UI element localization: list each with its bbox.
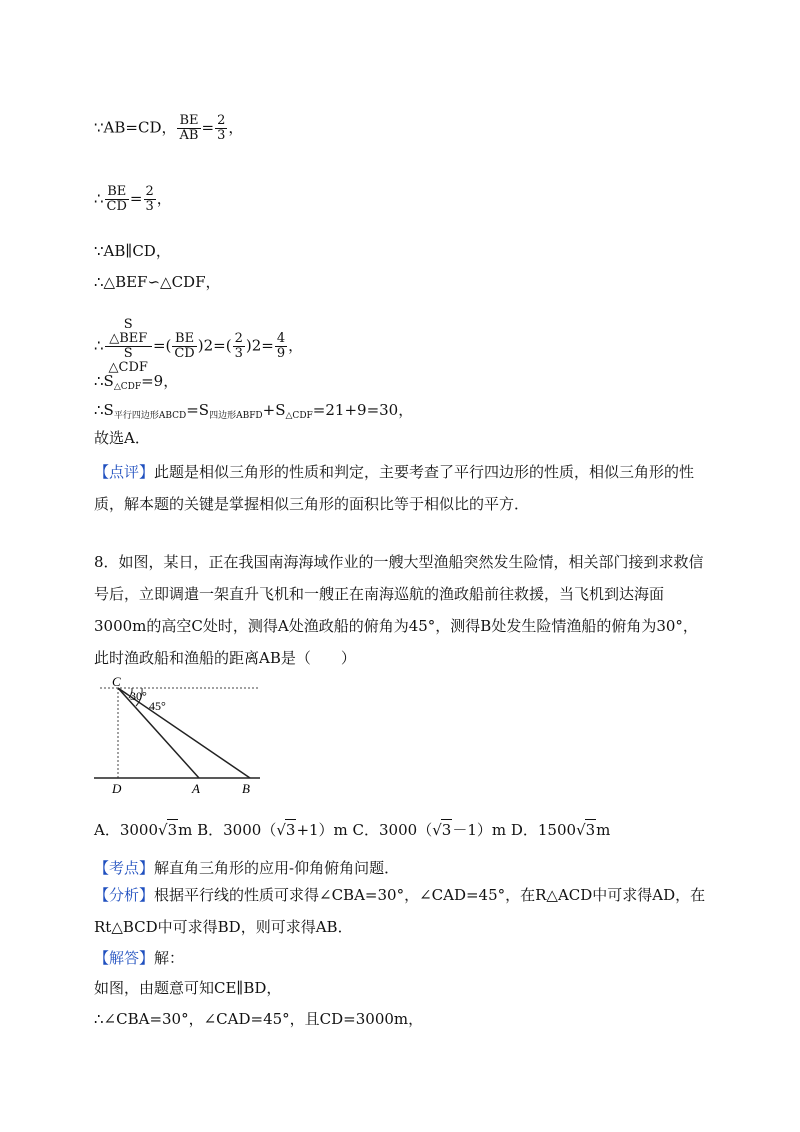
text: －1）m D．1500 [452, 821, 577, 839]
text: +1）m C．3000（ [296, 821, 433, 839]
denominator: CD [174, 346, 195, 361]
denominator: 3 [234, 346, 243, 361]
fenxi-paragraph [94, 879, 706, 943]
text: +S [262, 401, 286, 419]
denominator: CD [106, 199, 127, 214]
step-line-3: ∵AB∥CD， [94, 242, 171, 260]
jieda-line [94, 948, 184, 968]
review-tag: 【点评】 [94, 463, 155, 481]
text: ， [156, 189, 172, 208]
subscript: 平行四边形ABCD [113, 411, 187, 421]
denominator: 3 [145, 199, 154, 214]
review-paragraph [94, 456, 706, 520]
text: )2=( [197, 336, 232, 355]
solution-line-2: ∴∠CBA=30°，∠CAD=45°，且CD=3000m， [94, 1010, 424, 1028]
text: ∴ [94, 336, 104, 355]
text: S [123, 317, 133, 332]
subscript: △BEF [109, 331, 148, 346]
kaodian-tag: 【考点】 [94, 859, 155, 877]
denominator: AB [179, 128, 199, 143]
fraction [215, 114, 227, 143]
numerator: 2 [217, 113, 226, 128]
geometry-diagram [92, 672, 272, 798]
text: ， [228, 118, 244, 137]
subscript: 四边形ABFD [209, 411, 263, 421]
label-45: 45° [149, 699, 166, 713]
solution-line-1: 如图，由题意可知CE∥BD， [94, 979, 282, 997]
numerator: BE [172, 332, 196, 347]
label-B: B [242, 781, 250, 796]
text: ∴S [94, 401, 114, 419]
sqrt-radicand: 3 [285, 821, 296, 839]
sqrt-radicand: 3 [167, 821, 178, 839]
text: = [129, 189, 143, 208]
question-8: 8．如图，某日，正在我国南海海域作业的一艘大型渔船突然发生险情，相关部门接到求救信号后，立即调遣一架直升飞机和一艘正在南海巡航的渔政船前往救援，当飞机到达海面3000m的高空C处时，测得A处渔政船的俯角为45°，测得B处发生险情渔船的俯角为30°，此时渔政船和渔船的距离AB是（ ） [94, 553, 704, 667]
sqrt-radicand: 3 [441, 821, 452, 839]
sqrt-radicand: 3 [585, 821, 596, 839]
step-line-2 [94, 185, 172, 214]
fraction [233, 332, 245, 361]
step-line-4: ∴△BEF∽△CDF， [94, 273, 221, 291]
text: )2= [245, 336, 274, 355]
answer-line: 故选A． [94, 429, 150, 447]
text: =9， [141, 372, 179, 390]
subscript: △CDF [113, 382, 142, 392]
label-30: 30° [130, 689, 147, 703]
fraction [105, 185, 129, 214]
text: m [596, 821, 611, 839]
kaodian-text: 解直角三角形的应用-仰角俯角问题． [154, 859, 400, 877]
subscript: △CDF [285, 411, 313, 421]
text: ， [288, 336, 304, 355]
fraction [177, 114, 200, 143]
fraction [105, 318, 152, 375]
fenxi-tag: 【分析】 [94, 886, 155, 904]
kaodian-line [94, 858, 399, 878]
text: A．3000 [94, 821, 159, 839]
text: ∴ [94, 189, 104, 208]
step-line-6 [94, 371, 178, 397]
numerator: 2 [145, 184, 154, 199]
fenxi-text: 根据平行线的性质可求得∠CBA=30°，∠CAD=45°，在R△ACD中可求得AD，在Rt△BCD中可求得BD，则可求得AB． [94, 886, 706, 936]
fraction [172, 332, 196, 361]
jieda-text: 解： [154, 949, 185, 967]
numerator: BE [105, 185, 129, 200]
numerator [105, 318, 152, 347]
numerator: BE [179, 113, 199, 128]
text: S [123, 346, 133, 361]
text: ∵AB=CD， [94, 118, 177, 137]
jieda-tag: 【解答】 [94, 949, 155, 967]
label-A: A [192, 781, 200, 796]
text: ∴S [94, 372, 114, 390]
fraction [275, 332, 287, 361]
text: m B．3000（ [178, 821, 277, 839]
subscript: △CDF [108, 360, 148, 375]
label-C: C [112, 674, 121, 689]
denominator: 9 [276, 346, 286, 361]
numerator: 2 [234, 331, 243, 346]
numerator: 4 [276, 331, 286, 346]
text: =21+9=30， [312, 401, 414, 419]
fraction [144, 185, 156, 214]
label-D: D [112, 781, 122, 796]
text: =S [186, 401, 210, 419]
step-line-5 [94, 318, 303, 375]
text: =( [152, 336, 172, 355]
step-line-7 [94, 400, 413, 426]
step-line-1 [94, 114, 243, 143]
denominator: 3 [217, 128, 226, 143]
text: = [201, 118, 215, 137]
answer-options: A．3000√3m B．3000（√3+1）m C．3000（√3－1）m D．1500√3m [94, 821, 611, 839]
review-text: 此题是相似三角形的性质和判定，主要考查了平行四边形的性质，相似三角形的性质，解本题的关键是掌握相似三角形的面积比等于相似比的平方． [94, 463, 695, 513]
